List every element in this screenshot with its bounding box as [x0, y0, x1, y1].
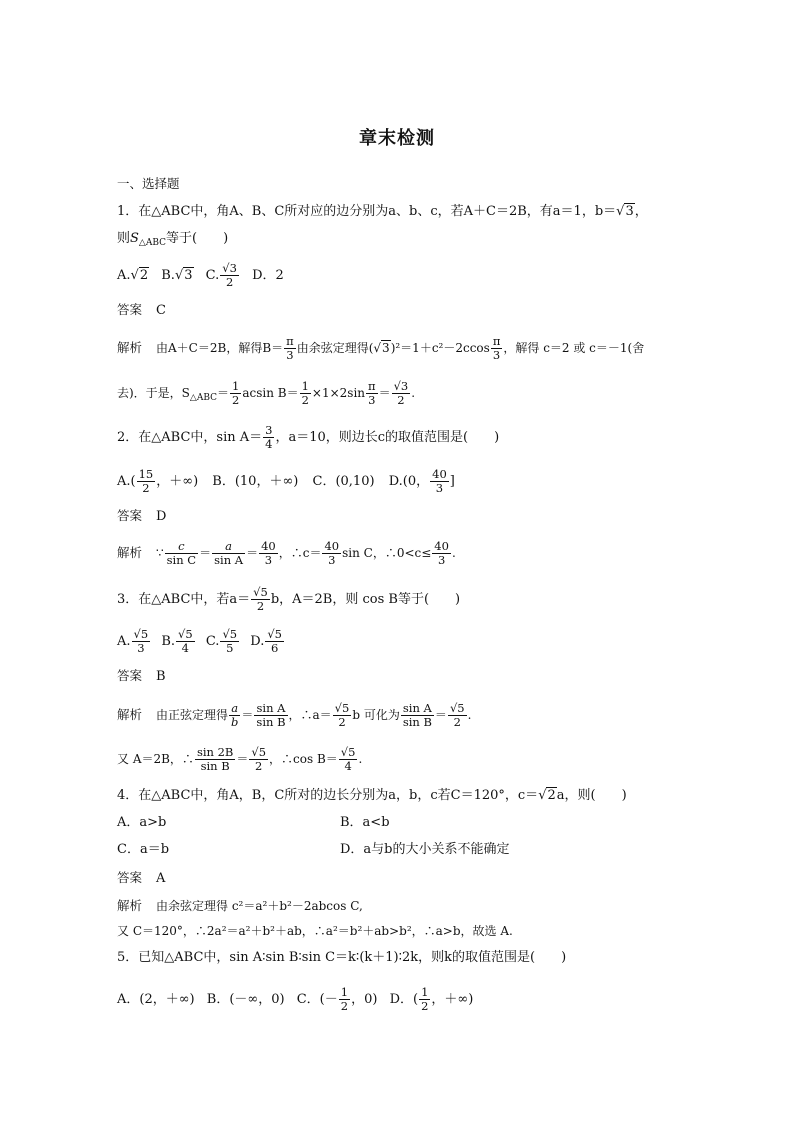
- q4-option-b: B．a<b: [340, 815, 390, 830]
- q4-option-d: D．a与b的大小关系不能确定: [340, 842, 510, 857]
- q3-option-a: A. $\frac{√5}{3}$: [117, 627, 149, 655]
- q3-option-b: B. $\frac{√5}{4}$: [161, 627, 193, 655]
- q1-solution-line1: 解析 由A＋C＝2B，解得B＝ $\frac{\pi}{3}$ 由余弦定理得(√3)²＝1＋c²－2ccos $\frac{\pi}{3}$ ，解得 c＝2 或 c＝－1(舍: [117, 334, 645, 362]
- q5-option-b: B．(－∞，0): [206, 992, 285, 1007]
- q4-solution-line1: 解析 由余弦定理得 c²＝a²＋b²－2abcos C,: [117, 898, 363, 913]
- q1-option-d: D．2: [252, 268, 284, 283]
- q1-stem-text: 1．在△ABC中，角A、B、C所对应的边分别为a、b、c，若A＋C＝2B，有a＝1，b＝: [117, 204, 617, 219]
- q2-option-c: C．(0,10): [312, 474, 375, 489]
- q2-answer: 答案 D: [117, 508, 167, 524]
- q2-stem: 2．在△ABC中，sin A＝ $\frac{3}{4}$ ，a＝10，则边长c的取值范围是( ): [117, 423, 500, 451]
- sqrt-3: √3: [616, 204, 634, 219]
- q4-option-c: C．a＝b: [117, 842, 170, 857]
- q5-option-a: A．(2，＋∞): [117, 992, 195, 1007]
- q1-stem-line2: 则$S_{\triangle ABC}$等于( ): [117, 231, 229, 248]
- q3-option-c: C. $\frac{√5}{5}$: [205, 627, 238, 655]
- q4-options-row1: [117, 813, 166, 833]
- q3-stem: 3．在△ABC中，若a＝ $\frac{√5}{2}$ b，A＝2B，则 cos B等于( ): [117, 585, 461, 613]
- q2-option-d: D.(0， $\frac{40}{3}$ ]: [388, 467, 455, 495]
- q5-options: [117, 986, 473, 1013]
- q3-answer: 答案 B: [117, 668, 166, 684]
- q2-solution: 解析 ∵ $\frac{c}{\text{sin C}}$ ＝ $\frac{a}{\text{sin A}}$ ＝ $\frac{40}{3}$ ，∴c＝ $\frac{40}{3}$ sin C，∴0<c≤ $\frac{40}{3}$ .: [117, 539, 456, 567]
- q4-solution-line2: 又 C＝120°，∴2a²＝a²＋b²＋ab，∴a²＝b²＋ab>b²，∴a>b，故选 A.: [117, 924, 513, 938]
- q1-solution-line2: 去)．于是，$S_{\triangle ABC}=$ $\frac{1}{2}$ acsin B＝ $\frac{1}{2}$ ×1×2sin $\frac{\pi}{3}$ ＝ $\frac{√3}{2}$ .: [117, 379, 416, 407]
- q3-solution-line2: 又 A＝2B，∴ $\frac{\sin 2B}{\text{sin B}}$ ＝ $\frac{√5}{2}$ ，∴cos B＝ $\frac{√5}{4}$ .: [117, 745, 363, 773]
- q1-option-b: B.√3: [161, 268, 193, 283]
- q2-option-b: B．(10，＋∞): [212, 474, 299, 489]
- q5-option-d: D．( $\frac{1}{2}$ ，＋∞): [389, 985, 474, 1013]
- q5-option-c: C．(－ $\frac{1}{2}$ ，0): [296, 985, 378, 1013]
- q1-option-a: A.√2: [117, 268, 149, 283]
- page-title: 章末检测: [359, 128, 435, 149]
- q3-options: [117, 628, 285, 655]
- q2-options: [117, 468, 455, 495]
- q4-stem: 4．在△ABC中，角A，B，C所对的边长分别为a，b，c若C＝120°，c＝√2a，则( ): [117, 788, 627, 803]
- q4-option-a: A．a>b: [117, 815, 167, 830]
- q5-stem: 5．已知△ABC中，sin A∶sin B∶sin C＝k∶(k＋1)∶2k，则k的取值范围是( ): [117, 950, 567, 965]
- q4-options-row2: [117, 840, 169, 860]
- q1-option-c: C. $\frac{√3}{2}$: [205, 261, 237, 289]
- q1-options: [117, 262, 284, 289]
- q4-answer: 答案 A: [117, 870, 166, 886]
- q1-stem-line1: 1．在△ABC中，角A、B、C所对应的边分别为a、b、c，若A＋C＝2B，有a＝1，b＝√3，: [117, 202, 648, 222]
- q1-answer: 答案 C: [117, 302, 166, 318]
- section-heading: 一、选择题: [117, 176, 180, 191]
- q2-option-a: A.( $\frac{15}{2}$ ，＋∞): [117, 467, 199, 495]
- q3-option-d: D. $\frac{√5}{6}$: [250, 627, 282, 655]
- q3-solution-line1: 解析 由正弦定理得 $\frac{a}{b}$ ＝ $\frac{\text{sin A}}{\text{sin B}}$ ，∴a＝ $\frac{√5}{2}$ b 可化为 $\frac{\text{sin A}}{\text{sin B}}$ ＝ $\frac{√5}{2}$ .: [117, 701, 472, 729]
